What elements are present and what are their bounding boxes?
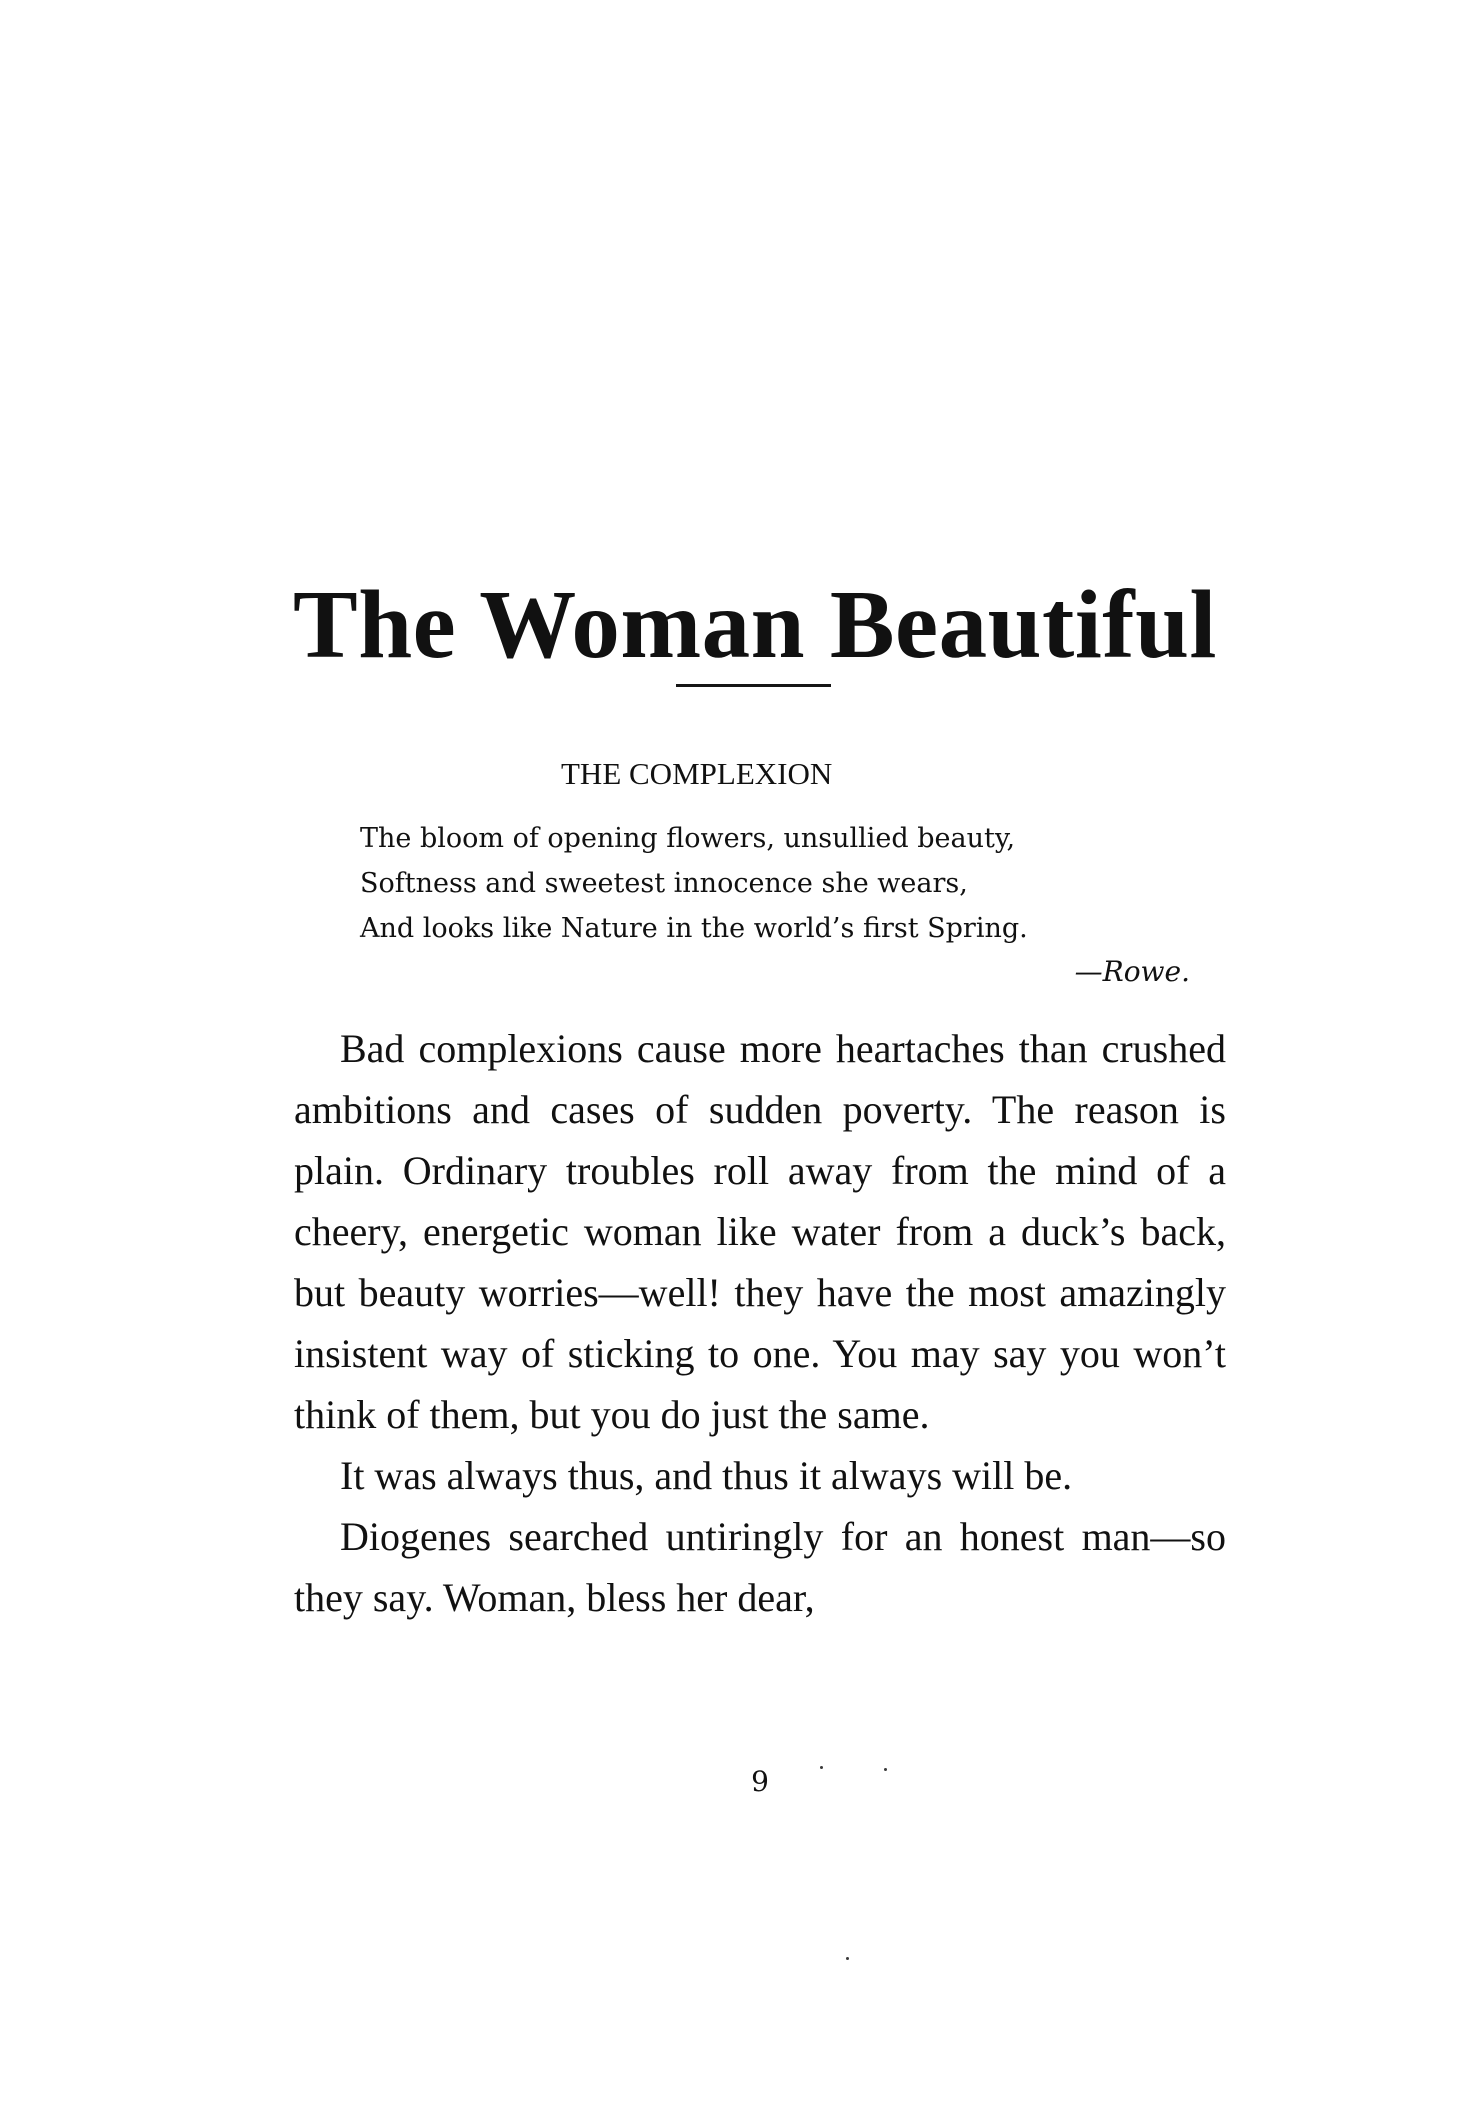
paragraph: It was always thus, and thus it always will be. <box>340 1453 1073 1498</box>
title-rule-divider <box>676 684 831 687</box>
print-speck <box>820 1766 823 1769</box>
section-heading: THE COMPLEXION <box>561 756 833 791</box>
body-text <box>294 1018 1226 1628</box>
print-speck <box>884 1768 887 1771</box>
epigraph-attribution: —Rowe. <box>1074 955 1190 988</box>
page-number: 9 <box>751 1765 769 1798</box>
paragraph: Bad complexions cause more heartaches than crushed ambitions and cases of sudden poverty. The reason is plain. Ordinary troubles roll away from the mind of a cheery, energetic woman like water from a duck’s back, but beauty worries—well! they have the most amazingly insistent way of sticking to one. You may say you won’t think of them, but you do just the same. <box>294 1026 1226 1437</box>
epigraph-line: Softness and sweetest innocence she wears, <box>360 868 968 899</box>
paragraph: Diogenes searched untiringly for an honest man—so they say. Woman, bless her dear, <box>294 1514 1226 1620</box>
book-title: The Woman Beautiful <box>293 570 1217 678</box>
epigraph-line: The bloom of opening flowers, unsullied beauty, <box>360 823 1016 854</box>
epigraph <box>360 816 1220 951</box>
print-speck <box>846 1957 849 1960</box>
epigraph-line: And looks like Nature in the world’s first Spring. <box>360 913 1028 944</box>
